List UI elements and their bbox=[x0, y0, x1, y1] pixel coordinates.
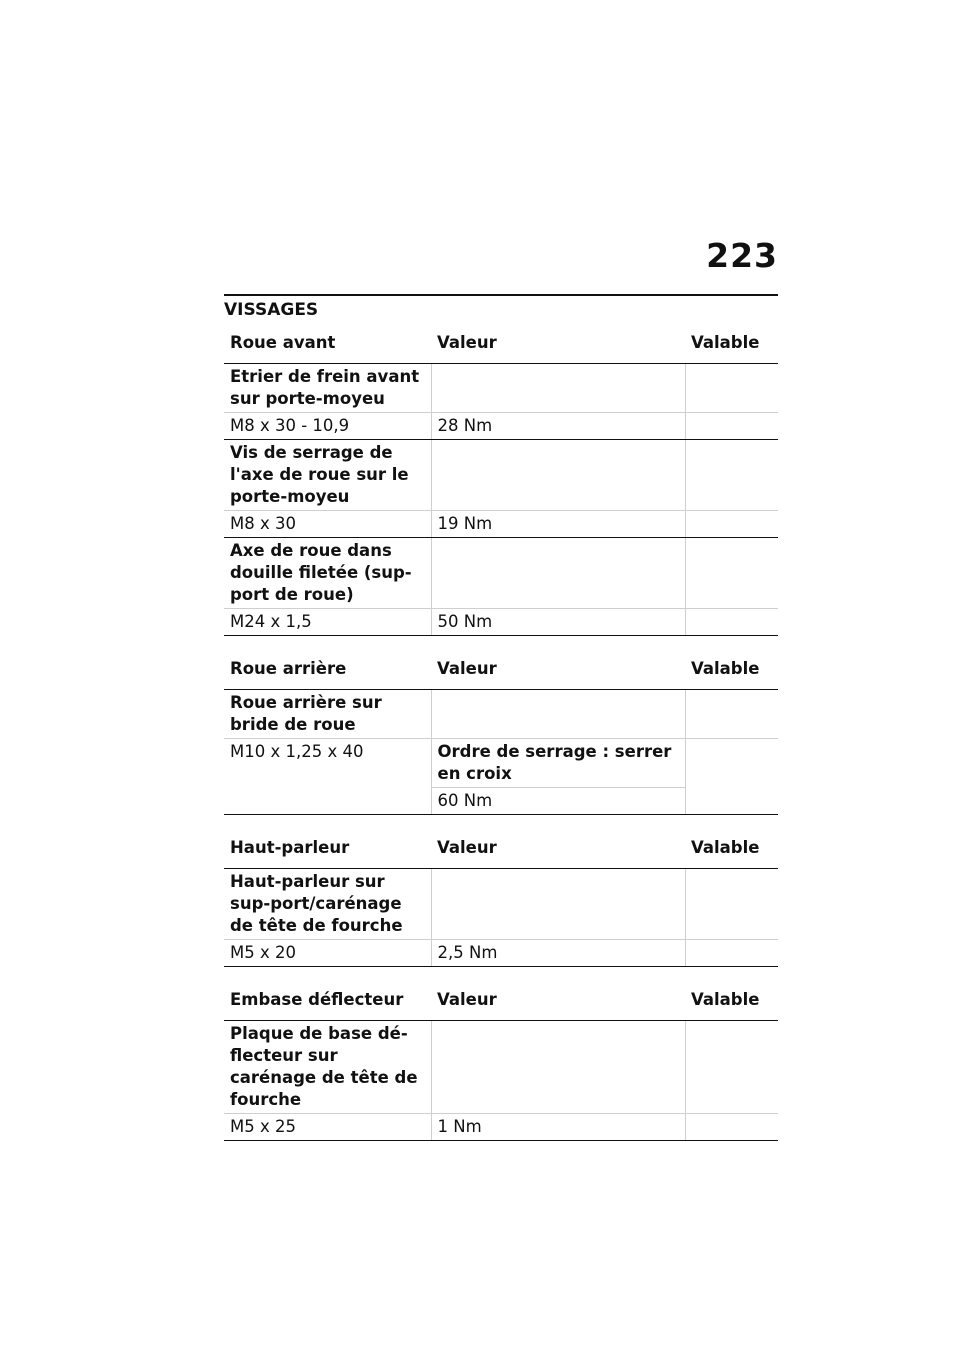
table-row bbox=[224, 1114, 778, 1141]
torque-specs-content bbox=[224, 294, 778, 1141]
table-row bbox=[224, 609, 778, 636]
joint-description: Etrier de frein avant sur porte-moyeu bbox=[224, 364, 431, 413]
column-header-valid: Valable bbox=[685, 322, 778, 364]
column-header-value: Valeur bbox=[431, 827, 685, 869]
table-header-row bbox=[224, 322, 778, 364]
table-header-row bbox=[224, 979, 778, 1021]
table-roue-avant bbox=[224, 322, 778, 636]
torque-value: 28 Nm bbox=[431, 413, 685, 440]
torque-value: 19 Nm bbox=[431, 511, 685, 538]
table-row bbox=[224, 690, 778, 739]
torque-value: 1 Nm bbox=[431, 1114, 685, 1141]
torque-value: 2,5 Nm bbox=[431, 940, 685, 967]
column-header-value: Valeur bbox=[431, 979, 685, 1021]
fastener-spec: M10 x 1,25 x 40 bbox=[224, 739, 431, 815]
table-row bbox=[224, 1021, 778, 1114]
table-header-row bbox=[224, 648, 778, 690]
tightening-note: Ordre de serrage : serrer en croix bbox=[431, 739, 685, 788]
joint-description: Axe de roue dans douille filetée (sup-port de roue) bbox=[224, 538, 431, 609]
column-header-value: Valeur bbox=[431, 322, 685, 364]
table-row bbox=[224, 440, 778, 511]
torque-value: 50 Nm bbox=[431, 609, 685, 636]
fastener-spec: M5 x 25 bbox=[224, 1114, 431, 1141]
table-row bbox=[224, 940, 778, 967]
table-haut-parleur bbox=[224, 827, 778, 967]
fastener-spec: M24 x 1,5 bbox=[224, 609, 431, 636]
joint-description: Plaque de base dé-flecteur sur carénage de tête de fourche bbox=[224, 1021, 431, 1114]
fastener-spec: M8 x 30 bbox=[224, 511, 431, 538]
table-row bbox=[224, 869, 778, 940]
fastener-spec: M8 x 30 - 10,9 bbox=[224, 413, 431, 440]
table-row bbox=[224, 364, 778, 413]
column-header-component: Roue arrière bbox=[224, 648, 431, 690]
page-number: 223 bbox=[706, 236, 778, 275]
section-header bbox=[224, 294, 778, 322]
column-header-valid: Valable bbox=[685, 979, 778, 1021]
table-row bbox=[224, 511, 778, 538]
torque-value: 60 Nm bbox=[431, 788, 685, 815]
joint-description: Haut-parleur sur sup-port/carénage de tête de fourche bbox=[224, 869, 431, 940]
column-header-component: Roue avant bbox=[224, 322, 431, 364]
table-header-row bbox=[224, 827, 778, 869]
column-header-component: Embase déflecteur bbox=[224, 979, 431, 1021]
column-header-valid: Valable bbox=[685, 827, 778, 869]
column-header-value: Valeur bbox=[431, 648, 685, 690]
fastener-spec: M5 x 20 bbox=[224, 940, 431, 967]
table-row bbox=[224, 413, 778, 440]
table-roue-arriere bbox=[224, 648, 778, 815]
column-header-valid: Valable bbox=[685, 648, 778, 690]
section-title: VISSAGES bbox=[224, 300, 319, 320]
column-header-component: Haut-parleur bbox=[224, 827, 431, 869]
table-row bbox=[224, 538, 778, 609]
joint-description: Vis de serrage de l'axe de roue sur le porte-moyeu bbox=[224, 440, 431, 511]
table-row bbox=[224, 739, 778, 788]
table-embase-deflecteur bbox=[224, 979, 778, 1141]
joint-description: Roue arrière sur bride de roue bbox=[224, 690, 431, 739]
